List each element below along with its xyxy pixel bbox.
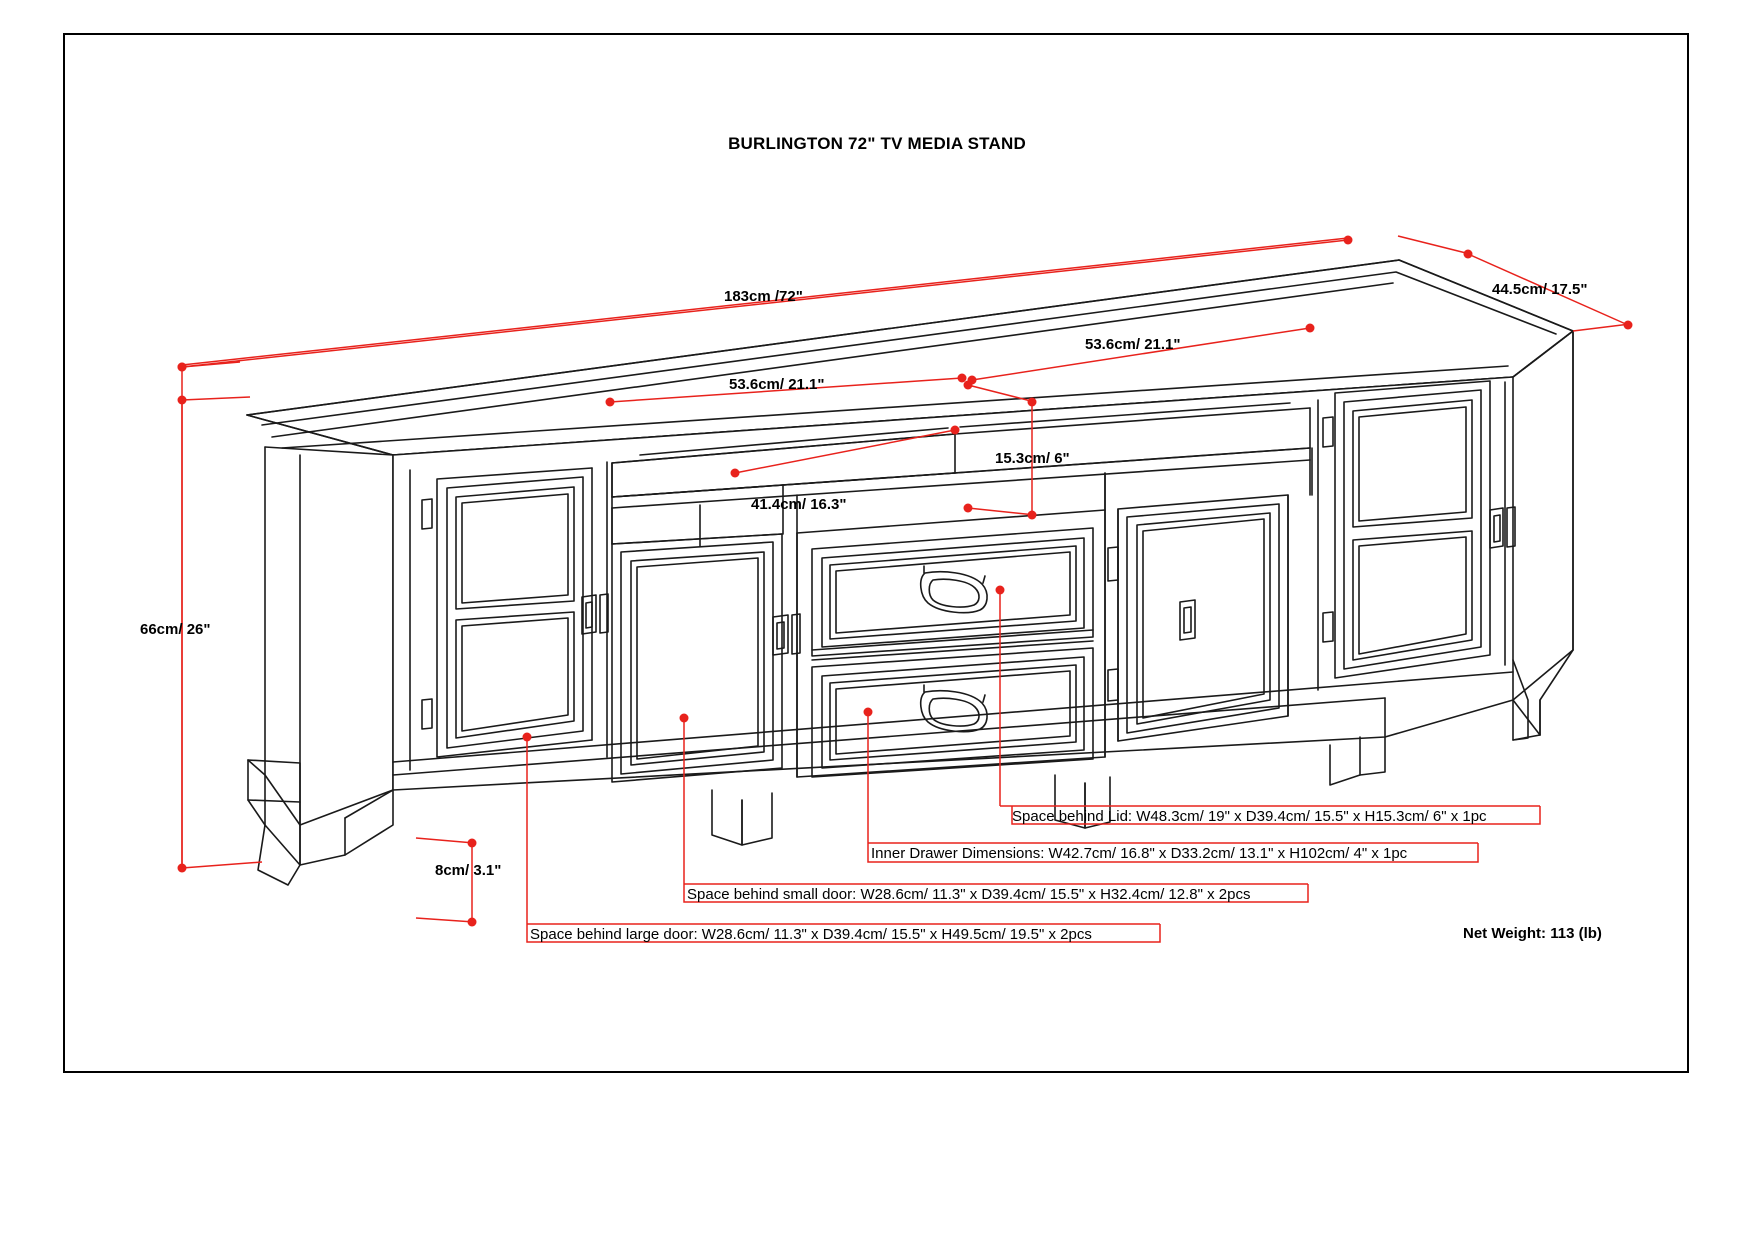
page-title: BURLINGTON 72" TV MEDIA STAND [728, 134, 1026, 153]
note-inner-drawer-dimensions: Inner Drawer Dimensions: W42.7cm/ 16.8" x D33.2cm/ 13.1" x H102cm/ 4" x 1pc [871, 845, 1408, 862]
net-weight-label: Net Weight: 113 (lb) [1463, 925, 1602, 942]
dimension-leg-height-label: 8cm/ 3.1" [435, 862, 502, 879]
dimension-depth-label: 44.5cm/ 17.5" [1492, 281, 1588, 298]
dimension-right-section-label: 53.6cm/ 21.1" [1085, 336, 1181, 353]
note-space-behind-lid: Space behind Lid: W48.3cm/ 19" x D39.4cm/ 15.5" x H15.3cm/ 6" x 1pc [1012, 808, 1487, 825]
dimension-left-section-label: 53.6cm/ 21.1" [729, 376, 825, 393]
note-space-behind-small-door: Space behind small door: W28.6cm/ 11.3" x D39.4cm/ 15.5" x H32.4cm/ 12.8" x 2pcs [687, 886, 1251, 903]
dimension-height-label: 66cm/ 26" [140, 621, 211, 638]
dimension-width-label: 183cm /72" [724, 288, 803, 305]
dimension-shelf-height-label: 15.3cm/ 6" [995, 450, 1070, 467]
dimension-middle-width-label: 41.4cm/ 16.3" [751, 496, 847, 513]
note-space-behind-large-door: Space behind large door: W28.6cm/ 11.3" x D39.4cm/ 15.5" x H49.5cm/ 19.5" x 2pcs [530, 926, 1092, 943]
